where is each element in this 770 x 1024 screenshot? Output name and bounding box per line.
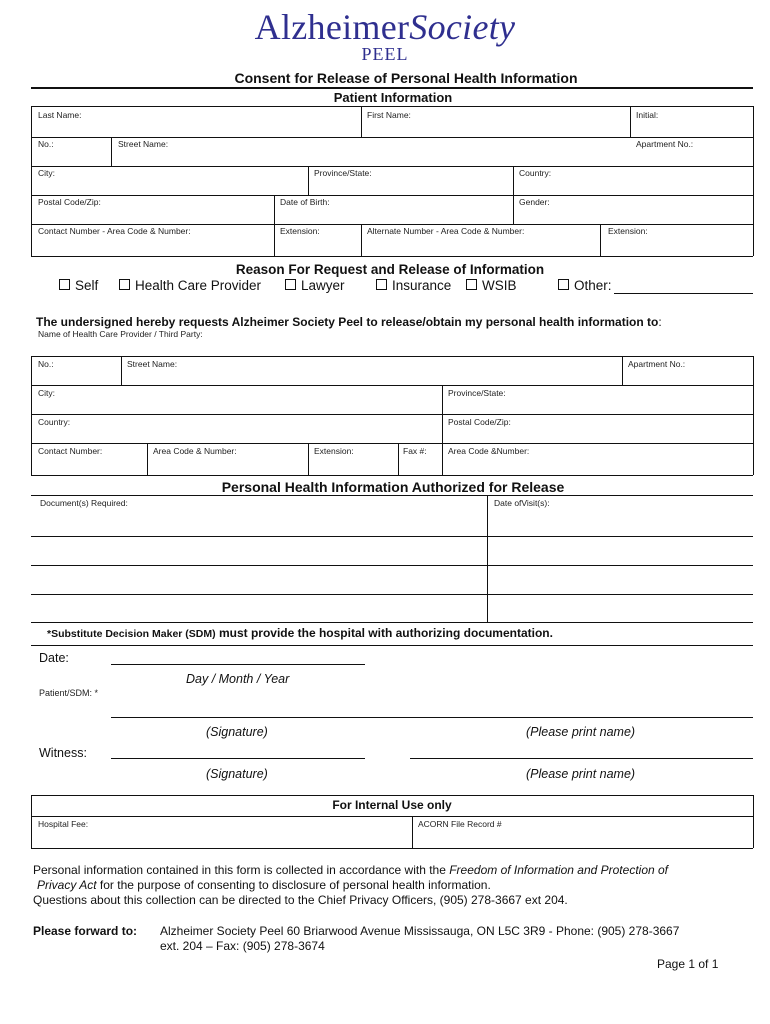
table-line — [147, 443, 148, 475]
tp-postal-field[interactable]: Postal Code/Zip: — [448, 417, 511, 427]
table-line — [31, 536, 753, 537]
table-line — [31, 795, 753, 796]
witness-name-line[interactable] — [410, 758, 753, 759]
checkbox-icon — [376, 279, 387, 290]
authorized-section-title: Personal Health Information Authorized for Release — [221, 479, 565, 495]
option-label: WSIB — [482, 278, 517, 293]
table-line — [31, 816, 753, 817]
contact-number-field[interactable]: Contact Number - Area Code & Number: — [38, 226, 191, 236]
table-line — [121, 356, 122, 385]
table-line — [622, 356, 623, 385]
tp-fax-field[interactable]: Fax #: — [403, 446, 427, 456]
option-label: Health Care Provider — [135, 278, 262, 293]
table-line — [442, 385, 443, 475]
statement-colon: : — [658, 315, 662, 329]
option-label: Self — [75, 278, 99, 293]
checkbox-icon — [558, 279, 569, 290]
divider — [31, 87, 753, 89]
table-line — [630, 106, 631, 137]
acorn-file-record-field[interactable]: ACORN File Record # — [418, 819, 502, 829]
tp-province-field[interactable]: Province/State: — [448, 388, 506, 398]
table-line — [361, 224, 362, 256]
signature-caption: (Signature) — [206, 767, 268, 781]
date-format: Day / Month / Year — [186, 672, 290, 686]
first-name-field[interactable]: First Name: — [367, 110, 411, 120]
country-field[interactable]: Country: — [519, 168, 552, 178]
logo-italic-text: Society — [409, 7, 516, 47]
table-line — [31, 443, 753, 444]
table-line — [361, 106, 362, 137]
dob-field[interactable]: Date of Birth: — [280, 197, 330, 207]
internal-section-title: For Internal Use only — [332, 798, 452, 812]
table-line — [487, 495, 488, 622]
table-line — [31, 795, 32, 848]
initial-field[interactable]: Initial: — [636, 110, 659, 120]
date-of-visit-field[interactable]: Date ofVisit(s): — [494, 498, 550, 508]
tp-street-no-field[interactable]: No.: — [38, 359, 54, 369]
other-text-line[interactable] — [614, 293, 753, 294]
privacy-act-name: Privacy Act — [37, 878, 97, 892]
tp-city-field[interactable]: City: — [38, 388, 55, 398]
checkbox-icon — [119, 279, 130, 290]
date-label: Date: — [39, 651, 69, 665]
table-line — [31, 106, 753, 107]
extension-field[interactable]: Extension: — [280, 226, 320, 236]
table-line — [31, 848, 753, 849]
checkbox-icon — [59, 279, 70, 290]
tp-fax-area-field[interactable]: Area Code &Number: — [448, 446, 530, 456]
alternate-number-field[interactable]: Alternate Number - Area Code & Number: — [367, 226, 525, 236]
patient-sdm-label: Patient/SDM: * — [39, 688, 99, 698]
province-field[interactable]: Province/State: — [314, 168, 372, 178]
forward-fax: ext. 204 – Fax: (905) 278-3674 — [160, 939, 325, 953]
gender-field[interactable]: Gender: — [519, 197, 550, 207]
logo — [0, 6, 770, 48]
option-wsib[interactable] — [466, 278, 517, 293]
patient-signature-line[interactable] — [111, 717, 753, 718]
table-line — [308, 166, 309, 195]
sdm-note — [47, 626, 553, 640]
statement-text: The undersigned hereby requests Alzheimer Society Peel to release/obtain my personal health information to — [36, 315, 659, 329]
checkbox-icon — [285, 279, 296, 290]
sdm-note-b: must provide the hospital with authorizing documentation. — [215, 626, 553, 640]
signature-caption: (Signature) — [206, 725, 268, 739]
city-field[interactable]: City: — [38, 168, 55, 178]
tp-country-field[interactable]: Country: — [38, 417, 71, 427]
privacy-text-line2 — [37, 878, 491, 892]
table-line — [31, 645, 753, 646]
table-line — [412, 816, 413, 848]
privacy-text: Personal information contained in this form is collected in accordance with the — [33, 863, 450, 877]
privacy-act-name: Freedom of Information and Protection of — [449, 863, 669, 877]
table-line — [31, 166, 753, 167]
table-line — [308, 443, 309, 475]
table-line — [31, 356, 32, 475]
patient-section-title: Patient Information — [333, 90, 453, 105]
table-line — [31, 137, 753, 138]
table-line — [31, 224, 753, 225]
street-name-field[interactable]: Street Name: — [118, 139, 169, 149]
witness-label: Witness: — [39, 746, 87, 760]
table-line — [31, 475, 753, 476]
checkbox-icon — [466, 279, 477, 290]
tp-extension-field[interactable]: Extension: — [314, 446, 354, 456]
table-line — [274, 195, 275, 256]
option-lawyer[interactable] — [285, 278, 345, 293]
privacy-text: for the purpose of consenting to disclosure of personal health information. — [96, 878, 491, 892]
print-name-caption: (Please print name) — [526, 725, 636, 739]
date-line[interactable] — [111, 664, 365, 665]
option-insurance[interactable] — [376, 278, 451, 293]
table-line — [111, 137, 112, 166]
table-line — [398, 443, 399, 475]
table-line — [31, 356, 753, 357]
privacy-text-line1 — [33, 863, 668, 877]
page-title: Consent for Release of Personal Health Information — [234, 70, 578, 86]
page-number: Page 1 of 1 — [657, 957, 719, 971]
table-line — [753, 106, 754, 256]
forward-label: Please forward to: — [33, 924, 138, 938]
table-line — [513, 166, 514, 224]
forward-address: Alzheimer Society Peel 60 Briarwood Avenue Mississauga, ON L5C 3R9 - Phone: (905) 278-3667 — [160, 924, 680, 938]
table-line — [31, 495, 753, 496]
logo-sub: PEEL — [361, 44, 409, 64]
release-statement — [36, 315, 662, 329]
print-name-caption: (Please print name) — [526, 767, 636, 781]
tp-street-name-field[interactable]: Street Name: — [127, 359, 178, 369]
table-line — [600, 224, 601, 256]
table-line — [753, 795, 754, 848]
alternate-extension-field[interactable]: Extension: — [608, 226, 648, 236]
table-line — [31, 195, 753, 196]
hospital-fee-field[interactable]: Hospital Fee: — [38, 819, 89, 829]
logo-main-text: Alzheimer — [254, 7, 410, 47]
option-self[interactable] — [59, 278, 98, 293]
option-health-care-provider[interactable] — [119, 278, 261, 293]
table-line — [31, 414, 753, 415]
table-line — [31, 256, 753, 257]
option-other[interactable] — [558, 278, 612, 293]
table-line — [31, 106, 32, 256]
option-label: Lawyer — [301, 278, 345, 293]
option-label: Insurance — [392, 278, 452, 293]
apartment-field[interactable]: Apartment No.: — [636, 139, 694, 149]
table-line — [31, 594, 753, 595]
privacy-questions: Questions about this collection can be directed to the Chief Privacy Officers, (905) 278-3667 ext 204. — [33, 893, 568, 907]
sdm-note-a: *Substitute Decision Maker (SDM) — [47, 628, 216, 640]
table-line — [31, 622, 753, 623]
last-name-field[interactable]: Last Name: — [38, 110, 82, 120]
table-line — [31, 565, 753, 566]
tp-apartment-field[interactable]: Apartment No.: — [628, 359, 686, 369]
tp-area-code-field[interactable]: Area Code & Number: — [153, 446, 237, 456]
table-line — [31, 385, 753, 386]
documents-required-field[interactable]: Document(s) Required: — [40, 498, 128, 508]
table-line — [753, 356, 754, 475]
option-label: Other: — [574, 278, 612, 293]
third-party-name-field[interactable]: Name of Health Care Provider / Third Party: — [38, 329, 203, 339]
reason-section-title: Reason For Request and Release of Information — [235, 262, 545, 277]
street-no-field[interactable]: No.: — [38, 139, 54, 149]
tp-contact-field[interactable]: Contact Number: — [38, 446, 103, 456]
witness-signature-line[interactable] — [111, 758, 365, 759]
postal-field[interactable]: Postal Code/Zip: — [38, 197, 101, 207]
